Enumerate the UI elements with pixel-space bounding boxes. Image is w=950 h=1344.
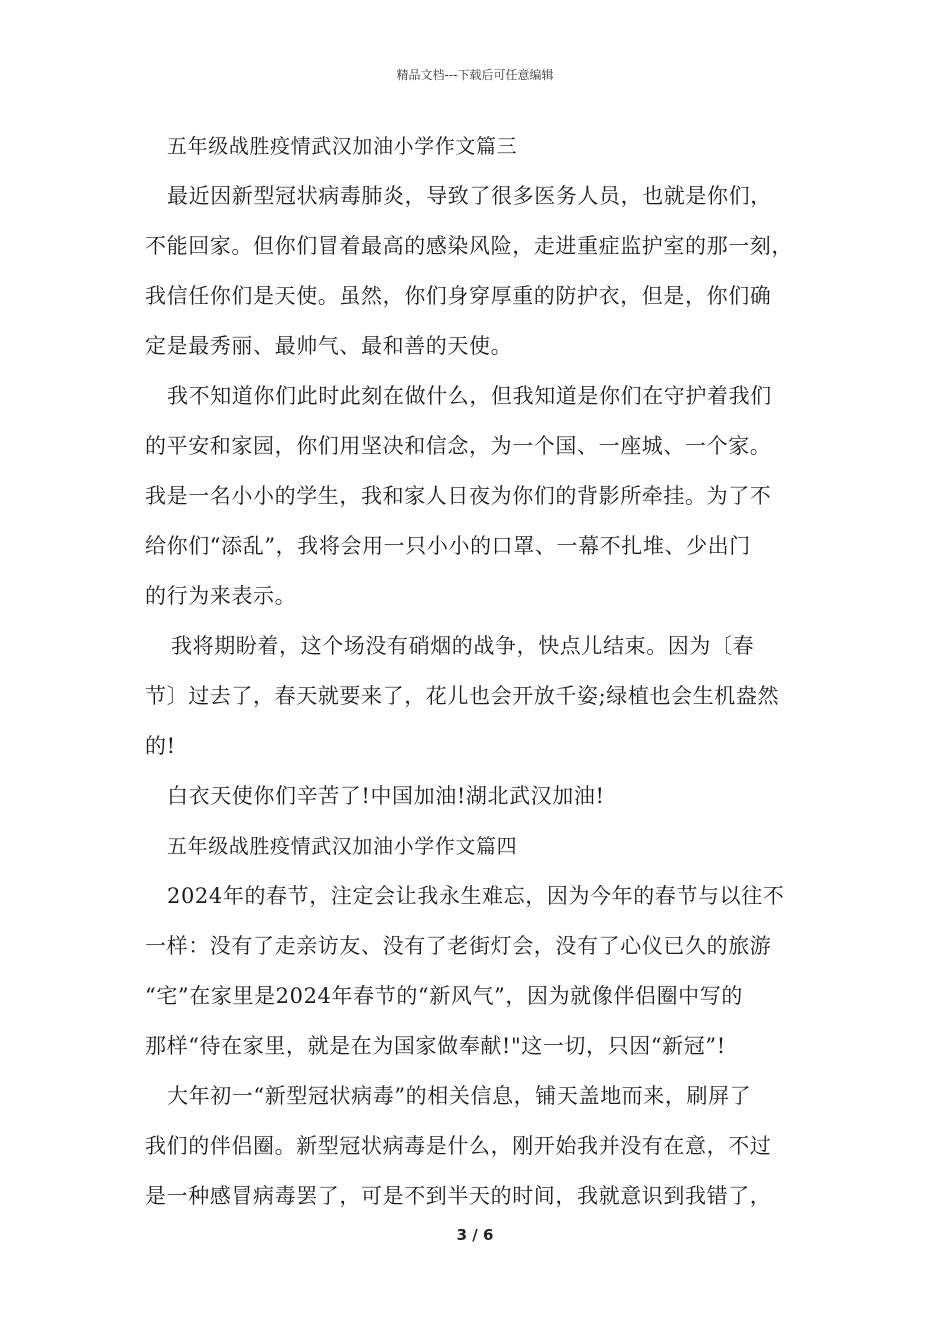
text-line: 的行为来表示。	[145, 584, 297, 608]
text-line: 的!	[145, 734, 176, 758]
essay-title-3: 五年级战胜疫情武汉加油小学作文篇三	[167, 134, 518, 158]
text-line: 我不知道你们此时此刻在做什么，但我知道是你们在守护着我们	[167, 384, 772, 408]
text-line: 我是一名小小的学生，我和家人日夜为你们的背影所牵挂。为了不	[145, 484, 772, 508]
text-line: 给你们“添乱”，我将会用一只小小的口罩、一幕不扎堆、少出门	[145, 534, 751, 558]
text-line: 一样：没有了走亲访友、没有了老街灯会，没有了心仪已久的旅游	[145, 934, 772, 958]
page-number: 3 / 6	[456, 1226, 494, 1244]
text-line: 的平安和家园，你们用坚决和信念，为一个国、一座城、一个家。	[145, 434, 772, 458]
text-line: 我将期盼着，这个场没有硝烟的战争，快点儿结束。因为〔春	[171, 634, 755, 658]
text-line: 是一种感冒病毒罢了，可是不到半天的时间，我就意识到我错了，	[145, 1184, 772, 1208]
page-header: 精品文档---下载后可任意编辑	[396, 68, 554, 82]
text-line: 最近因新型冠状病毒肺炎，导致了很多医务人员，也就是你们，	[167, 184, 772, 208]
text-line: 定是最秀丽、最帅气、最和善的天使。	[145, 334, 513, 358]
text-line: 2024年的春节，注定会让我永生难忘，因为今年的春节与以往不	[167, 884, 785, 908]
document-body	[145, 121, 815, 1221]
text-line: 我信任你们是天使。虽然，你们身穿厚重的防护衣，但是，你们确	[145, 284, 772, 308]
essay-title-4: 五年级战胜疫情武汉加油小学作文篇四	[167, 834, 518, 858]
text-line: 节〕过去了，春天就要来了，花儿也会开放千姿;绿植也会生机盎然	[145, 684, 780, 708]
text-line: “宅”在家里是2024年春节的“新风气”，因为就像伴侣圈中写的	[145, 984, 743, 1008]
text-line: 我们的伴侣圈。新型冠状病毒是什么，刚开始我并没有在意，不过	[145, 1134, 772, 1158]
text-line: 大年初一“新型冠状病毒”的相关信息，铺天盖地而来，刷屏了	[167, 1084, 752, 1108]
text-line: 不能回家。但你们冒着最高的感染风险，走进重症监护室的那一刻，	[145, 234, 793, 258]
text-line: 白衣天使你们辛苦了!中国加油!湖北武汉加油!	[167, 784, 605, 808]
text-line: 那样“待在家里，就是在为国家做奉献!"这一切，只因“新冠”!	[145, 1034, 726, 1058]
